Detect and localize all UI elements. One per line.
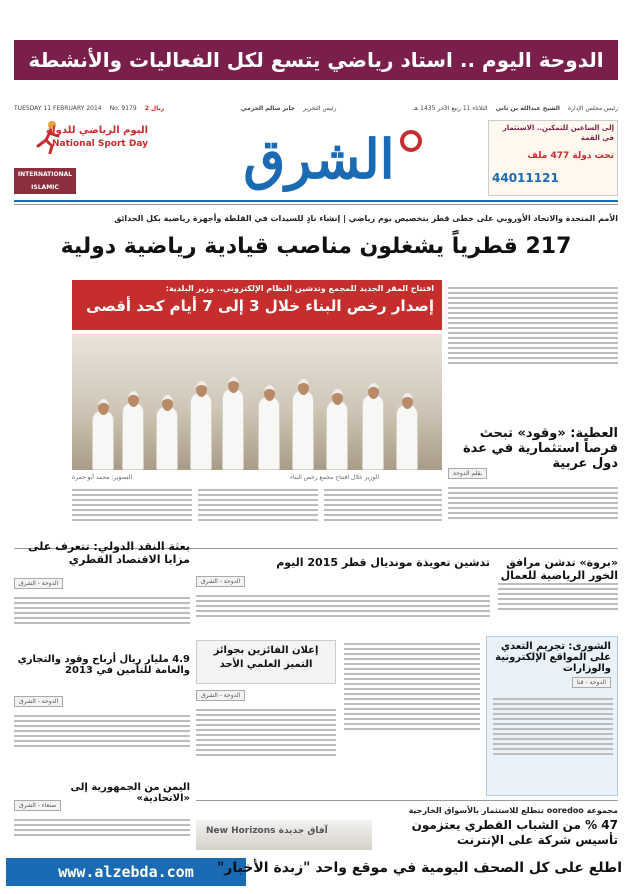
issue-number: No. 9179 [109, 104, 137, 112]
middle-story-1-headline: تدشين تعويذة مونديال قطر 2015 اليوم [276, 556, 490, 569]
workers-story-text [344, 640, 480, 790]
red-headline: إصدار رخص البناء خلال 3 إلى 7 أيام كحد أقصى [86, 297, 434, 315]
section-divider-2 [196, 800, 618, 801]
bank-ad: INTERNATIONAL ISLAMIC [14, 168, 76, 194]
chief-editor: جابر سالم الحرمي [241, 104, 296, 112]
right-story-1-byline: بقلم الدوحة [448, 468, 487, 479]
sport-day-en: National Sport Day [52, 139, 148, 149]
date-ar: الثلاثاء 11 ربيع الآخر 1435 هـ [413, 104, 488, 112]
middle-story-1-text [196, 592, 490, 632]
photo-sign: آفاق جديدة New Horizons [206, 826, 328, 836]
sport-day-ar: اليوم الرياضي للدولة [45, 125, 148, 136]
ad-subline: تحت دولة 477 ملف [527, 150, 614, 161]
right-story-1-headline: العطية: «وقود» تبحث فرصاً استثمارية في عدة دول عربية [462, 426, 618, 471]
left-story-3-text [14, 816, 190, 850]
shura-box [486, 636, 618, 796]
bottom-kicker: مجموعة ooredoo تتطلع للاستثمار بالأسواق الخارجية [408, 806, 618, 815]
photo-caption: الوزير خلال افتتاح مجمع رخص البناء [290, 474, 379, 481]
price: ريال 2 [144, 104, 165, 112]
date-en: TUESDAY 11 FEBRUARY 2014 [14, 104, 102, 112]
shura-headline: الشورى: تجريم التعدي على المواقع الإلكترونية والوزارات [495, 641, 611, 674]
top-info-bar [14, 96, 618, 120]
lead-headline: 217 قطرياً يشغلون مناصب قيادية رياضية دولية [60, 234, 572, 259]
awards-byline: الدوحة - الشرق [196, 690, 245, 701]
left-story-2-headline: 4.9 مليار ريال أرباح وقود والتجاري والعامة للتأمين في 2013 [17, 654, 190, 676]
chief-editor-label: رئيس التحرير [303, 104, 337, 112]
ad-phone: 44011121 [492, 171, 559, 186]
lead-photo [72, 334, 442, 470]
ad-headline: إلى الساعين للتمكين.. الاستثمار في القمة [502, 124, 614, 142]
photo-credit: التصوير: محمد أبو حمرة [72, 474, 133, 481]
left-story-1-text [14, 594, 190, 646]
footer [0, 852, 632, 894]
shura-text [493, 695, 613, 791]
left-story-3-byline: صنعاء - الشرق [14, 800, 61, 811]
right-story-1-text [448, 484, 618, 540]
middle-story-1-byline: الدوحة - الشرق [196, 576, 245, 587]
masthead-rule [14, 200, 618, 202]
right-story-2-text [498, 580, 618, 630]
red-story-header [72, 280, 442, 330]
top-banner [14, 40, 618, 80]
red-story-text-3 [324, 486, 442, 542]
bottom-photo [196, 820, 372, 850]
red-story-text-2 [198, 486, 318, 542]
newspaper-logo: الشرق [243, 127, 395, 191]
masthead-thin-rule [14, 204, 618, 205]
awards-text [196, 706, 336, 790]
sport-day-block [14, 120, 184, 196]
red-story-text-1 [72, 486, 192, 542]
awards-box [196, 640, 336, 684]
red-kicker: افتتاح المقر الجديد للمجمع وتدشين النظام الإلكتروني.. وزير البلدية: [165, 284, 434, 293]
masthead-ad [488, 120, 618, 196]
left-story-1-headline: بعثة النقد الدولي: تتعرف على مزايا الاقتصاد القطري [28, 540, 190, 566]
masthead [14, 120, 618, 198]
lead-kicker: الأمم المتحدة والاتحاد الأوروبي على خطى قطر بتخصيص يوم رياضي | إنشاء نادٍ للسيدات في القلطة وأجهزة رياضية بكل الحدائق [114, 214, 618, 223]
board-chair-label: رئيس مجلس الإدارة [567, 104, 618, 112]
left-story-1-byline: الدوحة - الشرق [14, 578, 63, 589]
banner-title: الدوحة اليوم .. استاد رياضي يتسع لكل الفعاليات والأنشطة [28, 48, 604, 72]
footer-url[interactable]: www.alzebda.com [6, 858, 246, 886]
bottom-headline: 47 % من الشباب القطري يعتزمون تأسيس شركة على الإنترنت [411, 818, 618, 847]
awards-headline: إعلان الفائزين بجوائز التميز العلمي الأحد [213, 645, 319, 670]
lead-body-text [448, 284, 618, 414]
board-chair: الشيخ عبدالله بن ثاني [495, 104, 560, 112]
logo-ring-icon [400, 130, 422, 152]
left-story-3-headline: اليمن من الجمهورية إلى «الاتحادية» [70, 782, 190, 804]
left-story-2-text [14, 712, 190, 772]
footer-text: اطلع على كل الصحف اليومية في موقع واحد "زبدة الأخبار" [216, 860, 622, 876]
left-story-2-byline: الدوحة - الشرق [14, 696, 63, 707]
shura-byline: الدوحة - قنا [572, 677, 611, 688]
right-story-2-headline: «بروة» تدشن مرافق الخور الرياضية للعمال [500, 556, 618, 582]
